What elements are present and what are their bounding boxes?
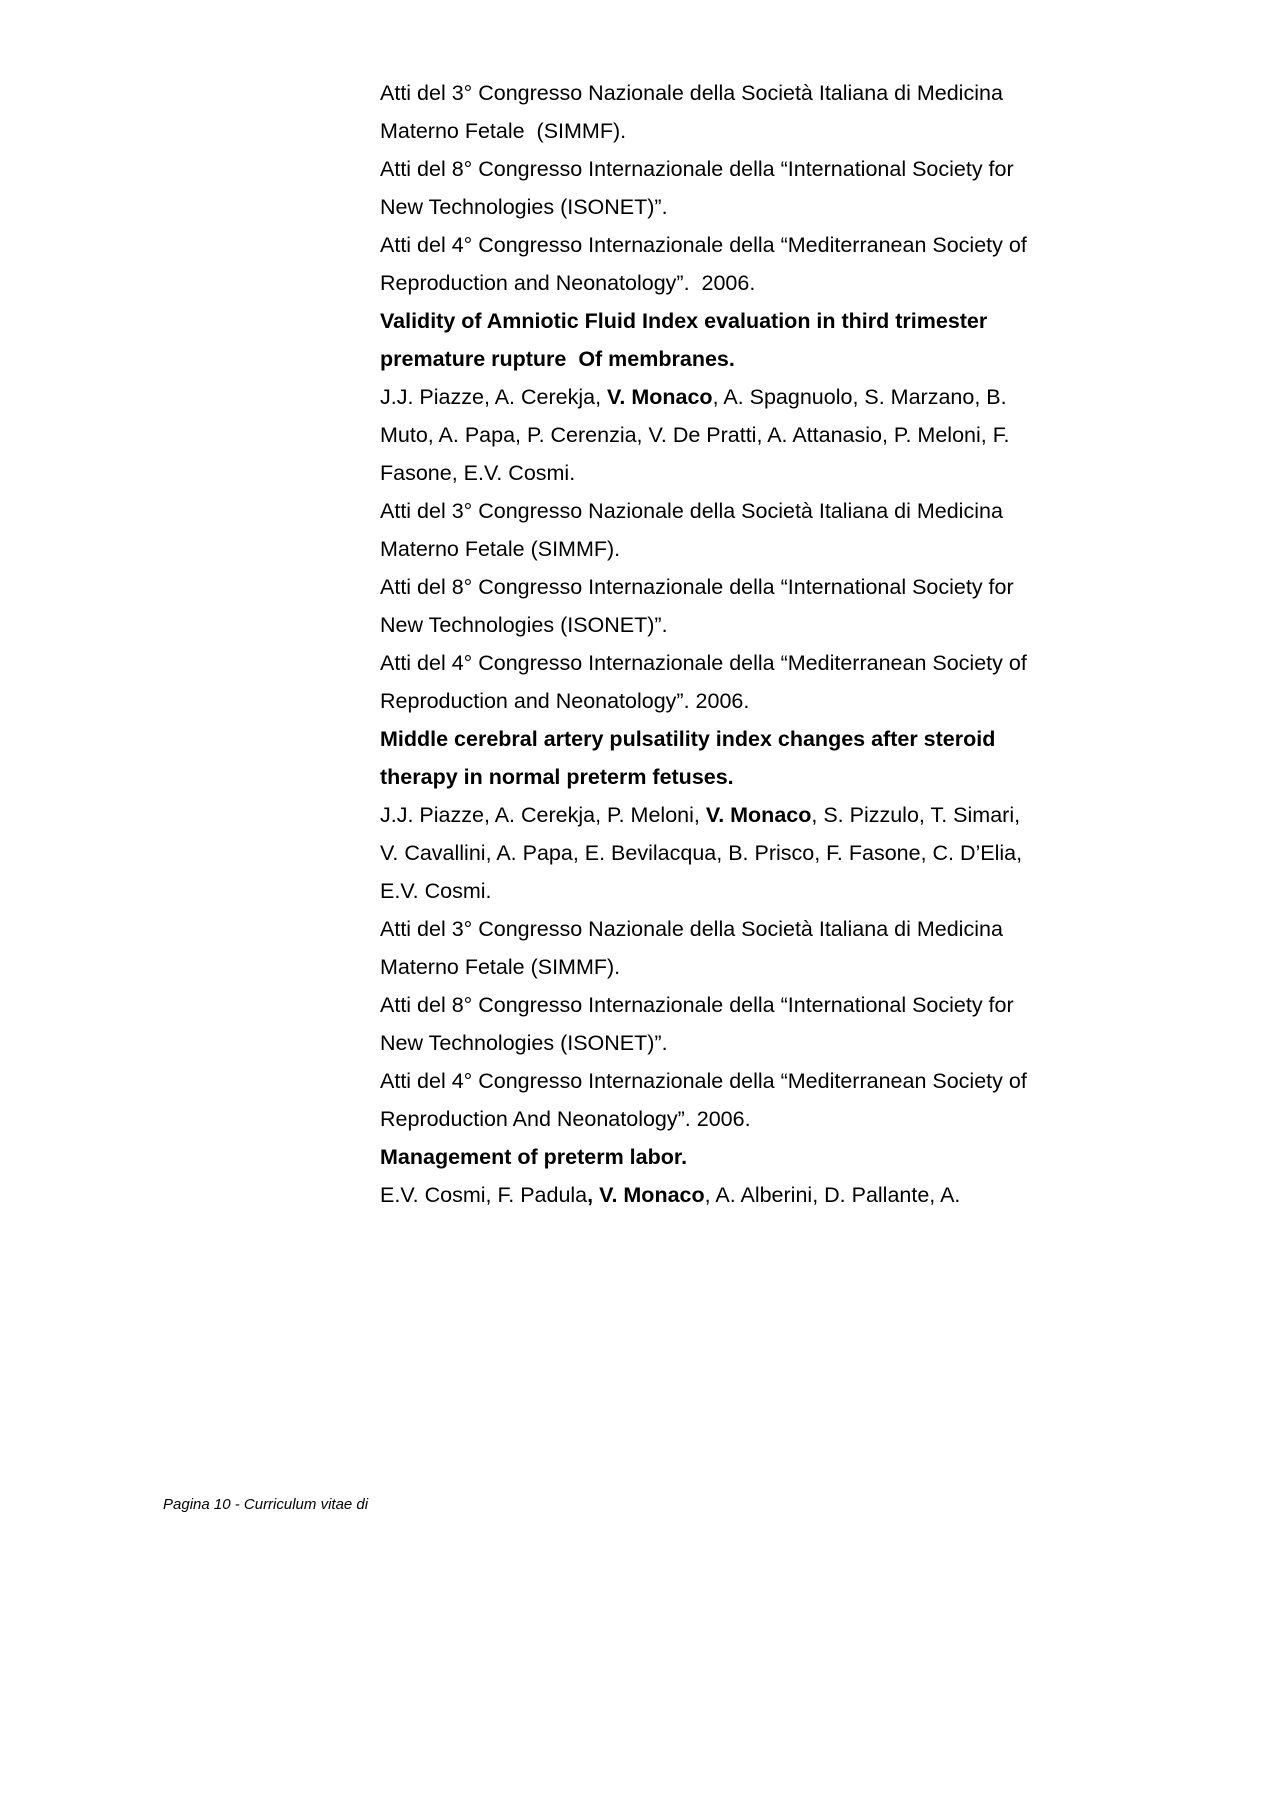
highlighted-author: Management of preterm labor. (380, 1145, 688, 1169)
publication-text (380, 796, 1040, 910)
publication-text (380, 150, 1040, 226)
text-run: Atti del 4° Congresso Internazionale della “Mediterranean Society of Reproduction And Neonatology”. 2006. (380, 1069, 1033, 1131)
publication-title (380, 302, 1040, 378)
text-run: Atti del 3° Congresso Nazionale della Società Italiana di Medicina Materno Fetale (SIMMF). (380, 917, 1009, 979)
text-run: J.J. Piazze, A. Cerekja, (380, 385, 608, 409)
publication-text (380, 378, 1040, 492)
text-run: Atti del 8° Congresso Internazionale della “International Society for New Technologies (ISONET)”. (380, 575, 1020, 637)
text-run: Atti del 4° Congresso Internazionale della “Mediterranean Society of Reproduction and Neonatology”. 2006. (380, 651, 1033, 713)
publication-text (380, 568, 1040, 644)
highlighted-author: Middle cerebral artery pulsatility index changes after steroid therapy in normal preterm fetuses. (380, 727, 1002, 789)
text-run: , S. Pizzulo, T. Simari, V. Cavallini, A. Papa, E. Bevilacqua, B. Prisco, F. Fasone, C. D’Elia, E.V. Cosmi. (380, 803, 1029, 903)
highlighted-author: Validity of Amniotic Fluid Index evaluation in third trimester premature rupture Of membranes. (380, 309, 994, 371)
publication-title (380, 1138, 1040, 1176)
highlighted-author: V. Monaco (705, 803, 812, 827)
highlighted-author: V. Monaco (607, 385, 713, 409)
publication-text (380, 910, 1040, 986)
text-run: J.J. Piazze, A. Cerekja, P. Meloni, (380, 803, 706, 827)
text-run: Atti del 3° Congresso Nazionale della Società Italiana di Medicina Materno Fetale (SIMMF). (380, 499, 1009, 561)
text-run: , A. Spagnuolo, S. Marzano, B. Muto, A. Papa, P. Cerenzia, V. De Pratti, A. Attanasio, P. Meloni, F. Fasone, E.V. Cosmi. (380, 385, 1016, 485)
document-blocks (380, 74, 1040, 1214)
text-run: E.V. Cosmi, F. Padula (380, 1183, 588, 1207)
publication-text (380, 986, 1040, 1062)
publication-text (380, 1062, 1040, 1138)
publication-text (380, 1176, 1040, 1214)
publication-text (380, 492, 1040, 568)
text-run: , A. Alberini, D. Pallante, A. (704, 1183, 961, 1207)
text-run: Atti del 8° Congresso Internazionale della “International Society for New Technologies (ISONET)”. (380, 993, 1020, 1055)
text-run: Atti del 8° Congresso Internazionale della “International Society for New Technologies (ISONET)”. (380, 157, 1020, 219)
publication-text (380, 74, 1040, 150)
publication-text (380, 226, 1040, 302)
highlighted-author: , V. Monaco (587, 1183, 705, 1207)
page-footer: Pagina 10 - Curriculum vitae di (163, 1496, 369, 1513)
publication-text (380, 644, 1040, 720)
publication-title (380, 720, 1040, 796)
text-run: Atti del 3° Congresso Nazionale della Società Italiana di Medicina Materno Fetale (SIMMF). (380, 81, 1009, 143)
text-run: Atti del 4° Congresso Internazionale della “Mediterranean Society of Reproduction and Neonatology”. 2006. (380, 233, 1033, 295)
